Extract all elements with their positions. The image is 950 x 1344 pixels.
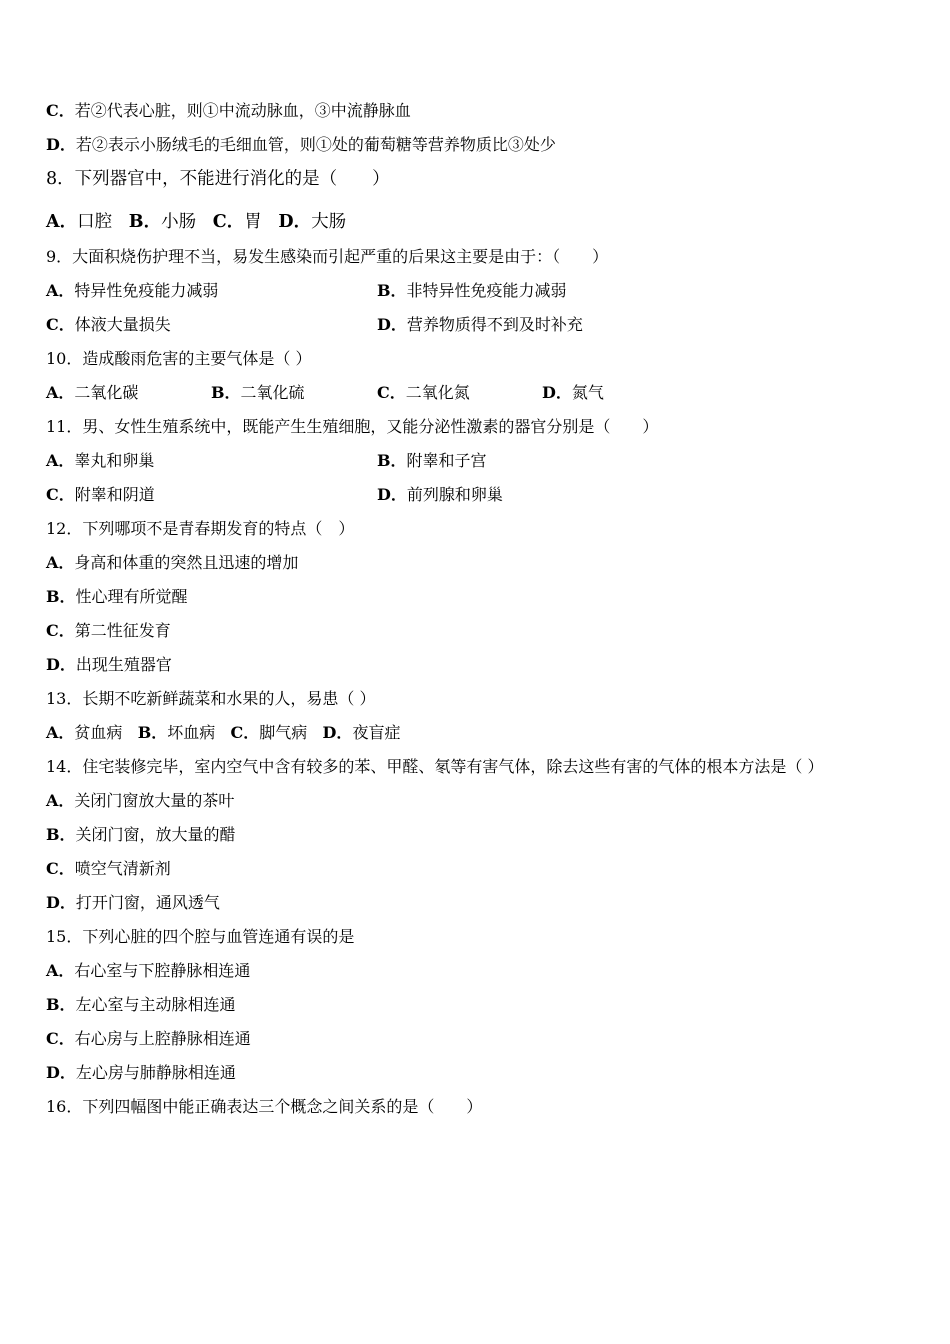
option-label: D． xyxy=(46,893,76,912)
option-label: C． xyxy=(377,383,406,402)
option-text: 坏血病 xyxy=(167,723,216,742)
option-text: 关闭门窗放大量的茶叶 xyxy=(74,791,235,810)
q15-option-c xyxy=(46,1029,251,1049)
option-label: B． xyxy=(137,723,168,742)
option-text: 附睾和阴道 xyxy=(74,485,155,504)
option-text: 前列腺和卵巢 xyxy=(406,485,503,504)
q16-stem: 16．下列四幅图中能正确表达三个概念之间关系的是（ ） xyxy=(46,1097,483,1116)
option-text: 关闭门窗，放大量的醋 xyxy=(75,825,236,844)
q7-option-c xyxy=(46,101,411,121)
q8-options xyxy=(46,212,346,232)
q12-option-a xyxy=(46,553,298,573)
q9-option-c xyxy=(46,315,171,335)
q11-option-a xyxy=(46,451,154,471)
option-text: 体液大量损失 xyxy=(74,315,171,334)
q14-stem: 14．住宅装修完毕，室内空气中含有较多的苯、甲醛、氡等有害气体，除去这些有害的气体的根本方法是（ ） xyxy=(46,757,824,776)
option-label: C． xyxy=(230,723,260,742)
option-label: C． xyxy=(46,621,75,640)
option-text: 若②表示小肠绒毛的毛细血管，则①处的葡萄糖等营养物质比③处少 xyxy=(75,135,556,154)
q14-option-a xyxy=(46,791,234,811)
option-text: 右心室与下腔静脉相连通 xyxy=(74,961,251,980)
option-label: B． xyxy=(211,383,241,402)
option-text: 喷空气清新剂 xyxy=(74,859,171,878)
option-label: D． xyxy=(46,135,76,154)
option-label: C． xyxy=(46,1029,75,1048)
q9-option-d xyxy=(377,315,583,335)
option-label: D． xyxy=(377,485,407,504)
option-label: B． xyxy=(46,587,76,606)
option-label: D． xyxy=(46,1063,76,1082)
option-text: 出现生殖器官 xyxy=(75,655,172,674)
q13-options xyxy=(46,723,400,743)
option-text: 非特异性免疫能力减弱 xyxy=(406,281,567,300)
option-label: D． xyxy=(322,723,353,742)
option-text: 右心房与上腔静脉相连通 xyxy=(74,1029,251,1048)
q12-option-d xyxy=(46,655,172,675)
q10-option-a xyxy=(46,383,138,403)
option-text: 左心房与肺静脉相连通 xyxy=(75,1063,236,1082)
q10-option-d xyxy=(542,383,604,403)
option-text: 大肠 xyxy=(311,212,347,232)
option-label: A． xyxy=(46,281,75,300)
q15-stem: 15．下列心脏的四个腔与血管连通有误的是 xyxy=(46,927,355,946)
q10-option-b xyxy=(211,383,305,403)
q12-stem: 12．下列哪项不是青春期发育的特点（ ） xyxy=(46,519,355,538)
q9-stem: 9．大面积烧伤护理不当，易发生感染而引起严重的后果这主要是由于：（ ） xyxy=(46,247,609,266)
option-label: D． xyxy=(278,212,312,232)
option-label: C． xyxy=(46,485,75,504)
option-text: 胃 xyxy=(244,212,262,232)
option-text: 二氧化硫 xyxy=(240,383,305,402)
option-text: 打开门窗，通风透气 xyxy=(75,893,220,912)
option-label: C． xyxy=(46,859,75,878)
option-text: 夜盲症 xyxy=(352,723,401,742)
option-label: B． xyxy=(377,451,407,470)
q11-stem: 11．男、女性生殖系统中，既能产生生殖细胞，又能分泌性激素的器官分别是（ ） xyxy=(46,417,659,436)
q7-option-d xyxy=(46,135,556,155)
option-text: 贫血病 xyxy=(74,723,123,742)
q14-option-c xyxy=(46,859,171,879)
option-label: C． xyxy=(46,101,75,120)
q14-option-d xyxy=(46,893,220,913)
option-text: 若②代表心脏，则①中流动脉血，③中流静脉血 xyxy=(74,101,411,120)
option-text: 第二性征发育 xyxy=(74,621,171,640)
q10-option-c xyxy=(377,383,470,403)
option-label: B． xyxy=(128,212,162,232)
option-text: 口腔 xyxy=(77,212,113,232)
q13-stem: 13．长期不吃新鲜蔬菜和水果的人，易患（ ） xyxy=(46,689,376,708)
q14-option-b xyxy=(46,825,236,845)
option-label: C． xyxy=(212,212,245,232)
q15-option-a xyxy=(46,961,250,981)
q12-option-c xyxy=(46,621,171,641)
option-text: 小肠 xyxy=(161,212,197,232)
q8-stem: 8．下列器官中，不能进行消化的是（ ） xyxy=(46,169,390,189)
option-label: A． xyxy=(46,451,75,470)
q10-stem: 10．造成酸雨危害的主要气体是（ ） xyxy=(46,349,312,368)
option-label: A． xyxy=(46,961,75,980)
option-text: 二氧化碳 xyxy=(74,383,139,402)
option-label: A． xyxy=(46,553,75,572)
option-label: A． xyxy=(46,791,75,810)
option-label: D． xyxy=(46,655,76,674)
option-text: 二氧化氮 xyxy=(405,383,470,402)
q9-option-b xyxy=(377,281,567,301)
option-label: B． xyxy=(377,281,407,300)
option-text: 脚气病 xyxy=(259,723,308,742)
q12-option-b xyxy=(46,587,188,607)
option-label: A． xyxy=(46,212,78,232)
q15-option-d xyxy=(46,1063,236,1083)
option-label: D． xyxy=(542,383,572,402)
option-text: 性心理有所觉醒 xyxy=(75,587,188,606)
q11-option-c xyxy=(46,485,155,505)
option-text: 特异性免疫能力减弱 xyxy=(74,281,219,300)
option-text: 身高和体重的突然且迅速的增加 xyxy=(74,553,299,572)
option-text: 氮气 xyxy=(571,383,604,402)
option-label: B． xyxy=(46,825,76,844)
q11-option-d xyxy=(377,485,503,505)
option-text: 营养物质得不到及时补充 xyxy=(406,315,583,334)
option-text: 睾丸和卵巢 xyxy=(74,451,155,470)
option-text: 左心室与主动脉相连通 xyxy=(75,995,236,1014)
q9-option-a xyxy=(46,281,218,301)
q15-option-b xyxy=(46,995,236,1015)
option-label: C． xyxy=(46,315,75,334)
option-label: D． xyxy=(377,315,407,334)
option-text: 附睾和子宫 xyxy=(406,451,487,470)
q11-option-b xyxy=(377,451,487,471)
option-label: A． xyxy=(46,383,75,402)
option-label: B． xyxy=(46,995,76,1014)
option-label: A． xyxy=(46,723,75,742)
